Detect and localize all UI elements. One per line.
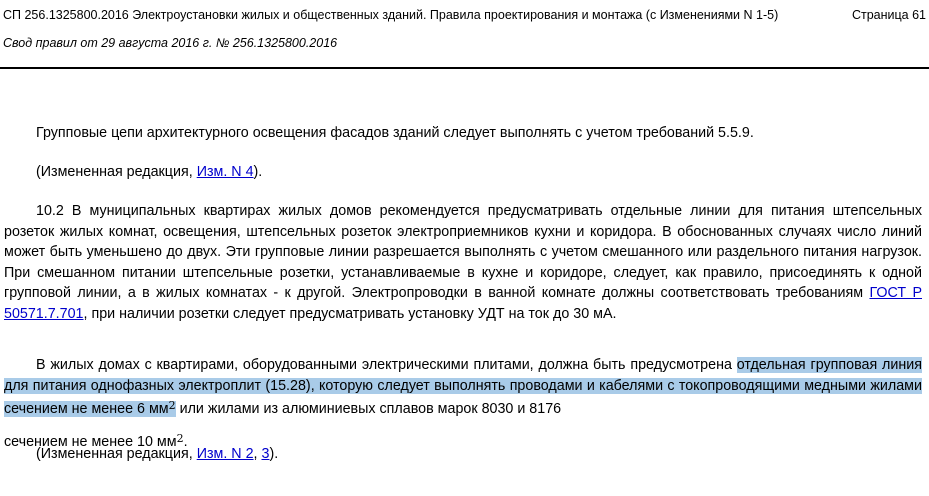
paragraph-text-mid: или жилами из алюминиевых сплавов марок 8030 и 8176 — [175, 401, 562, 418]
header-divider — [0, 67, 929, 69]
paragraph-text: 10.2 В муниципальных квартирах жилых домов рекомендуется предусматривать отдельные линии для питания штепсельных розеток жилых комнат, освещения, штепсельных розеток электроприемников кухни и коридора. В обоснованных случаях число линий может быть уменьшено до двух. Эти групповые линии разрешается выполнять с учетом смешанного или раздельного питания нагрузок. При смешанном питании штепсельные розетки, устанавливаемые в кухне и коридоре, следует, как правило, присоединять к одной групповой линии, а в жилых комнатах - к другой. Электропроводки в ванной комнате должны соответствовать требованиям — [4, 203, 922, 302]
superscript-2: 2 — [176, 432, 184, 445]
gost-link[interactable]: ГОСТ Р 50571.7.701 — [4, 285, 922, 322]
amendment-prefix: (Измененная редакция, — [36, 446, 197, 462]
paragraph-electric-stoves — [4, 355, 922, 420]
amendment-link-3[interactable]: 3 — [261, 446, 270, 462]
paragraph-end-period: . — [183, 434, 188, 450]
amendment-link-4[interactable]: Изм. N 4 — [196, 164, 254, 180]
amendment-suffix: ). — [269, 446, 279, 462]
paragraph-text-end: , при наличии розетки следует предусматривать установку УДТ на ток до 30 мА. — [83, 305, 617, 322]
amendment-note-4 — [4, 162, 922, 183]
paragraph-text: В жилых домах с квартирами, оборудованными электрическими плитами, должна быть предусмотрена — [36, 357, 737, 373]
document-subtitle: Свод правил от 29 августа 2016 г. № 256.1325800.2016 — [3, 36, 338, 50]
document-title: СП 256.1325800.2016 Электроустановки жилых и общественных зданий. Правила проектирования и монтажа (с Изменениями N 1-5) — [3, 8, 779, 22]
paragraph-10-2 — [4, 201, 922, 325]
paragraph-text-tail: сечением не менее 10 мм — [4, 434, 177, 450]
amendment-note-2-3 — [4, 444, 922, 465]
amendment-suffix: ). — [253, 164, 263, 180]
paragraph-text: Групповые цепи архитектурного освещения фасадов зданий следует выполнять с учетом требований 5.5.9. — [36, 125, 754, 141]
highlighted-text-content: отдельная групповая линия для питания однофазных электроплит (15.28), которую следует выполнять проводами и кабелями с токопроводящими медными жилами сечением не менее 6 мм — [4, 357, 922, 418]
amendment-link-2[interactable]: Изм. N 2 — [196, 446, 254, 462]
superscript-2: 2 — [168, 399, 176, 413]
paragraph-facade-lighting — [4, 123, 922, 144]
amendment-separator: , — [253, 446, 262, 462]
amendment-prefix: (Измененная редакция, — [36, 164, 197, 180]
page-number: Страница 61 — [851, 8, 926, 22]
